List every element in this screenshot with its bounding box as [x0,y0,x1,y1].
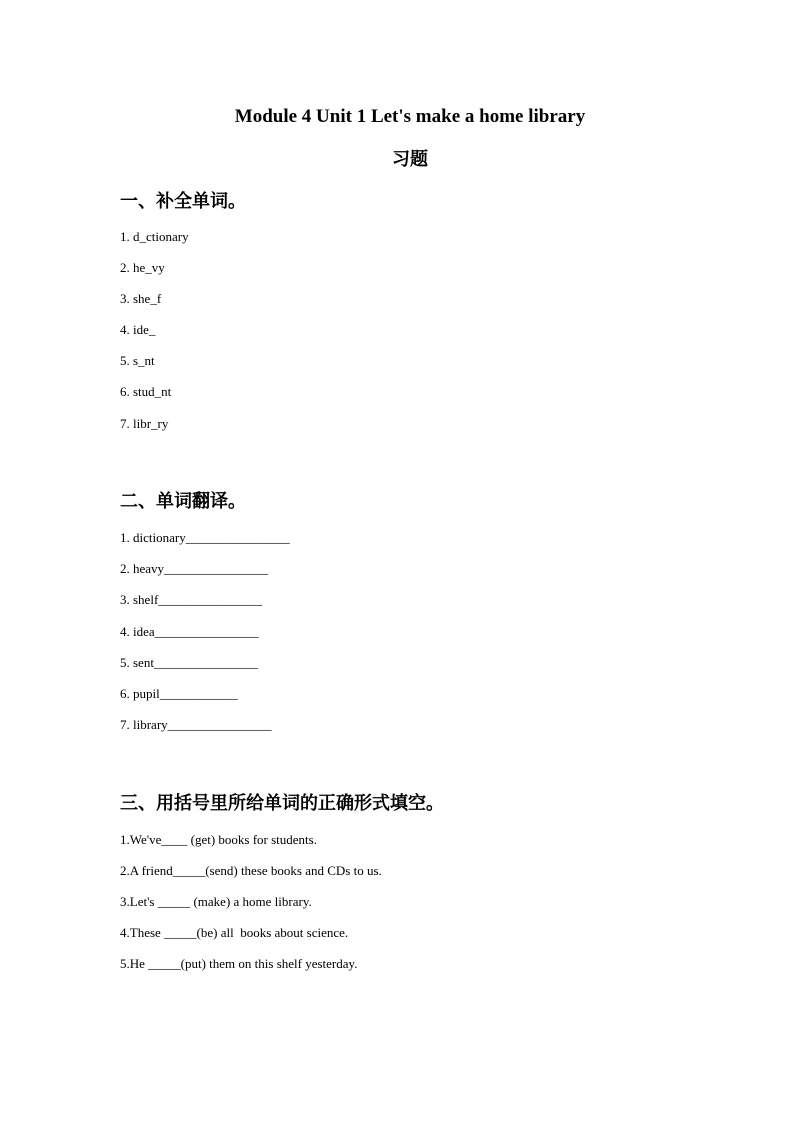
list-item: 1. dictionary________________ [120,530,290,545]
list-item: 2. heavy________________ [120,561,269,576]
list-item: 6. pupil____________ [120,686,238,701]
list-item: 4. idea________________ [120,624,259,639]
list-item: 5. sent________________ [120,655,258,670]
list-item: 1. d_ctionary [120,229,189,244]
section-heading-translate: 二、单词翻译。 [120,491,246,512]
page-title: Module 4 Unit 1 Let's make a home library [234,106,586,127]
list-item: 3. she_f [120,291,162,306]
list-item: 6. stud_nt [120,384,172,399]
list-item: 3.Let's _____ (make) a home library. [120,894,312,909]
list-item: 2.A friend_____(send) these books and CDs to us. [120,863,382,878]
page-subtitle: 习题 [392,149,428,169]
list-item: 5.He _____(put) them on this shelf yesterday. [120,956,358,971]
list-item: 7. library________________ [120,717,272,732]
list-item: 3. shelf________________ [120,592,263,607]
list-item: 4. ide_ [120,322,156,337]
list-item: 1.We've____ (get) books for students. [120,832,317,847]
list-item: 5. s_nt [120,353,155,368]
section-heading-fill-blanks: 三、用括号里所给单词的正确形式填空。 [120,793,444,814]
list-item: 4.These _____(be) all books about science. [120,925,349,940]
section-heading-fill-letters: 一、补全单词。 [120,191,246,212]
list-item: 2. he_vy [120,260,165,275]
list-item: 7. libr_ry [120,416,169,431]
